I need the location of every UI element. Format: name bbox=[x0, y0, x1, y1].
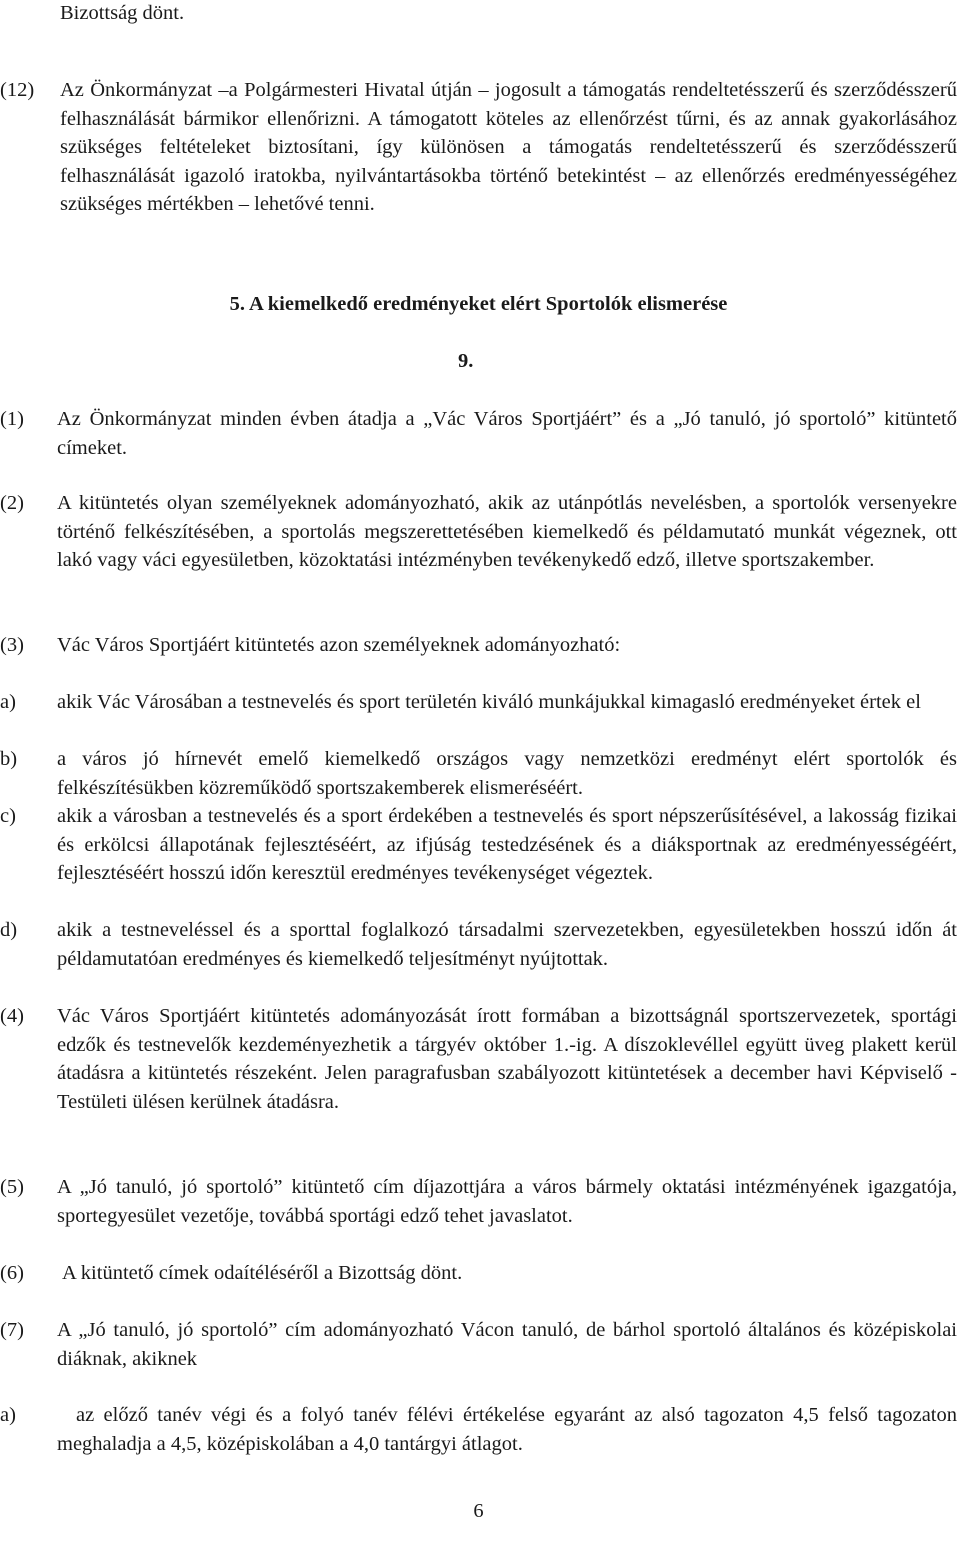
paragraph-text: A kitüntető címek odaítéléséről a Bizottság dönt. bbox=[62, 1262, 463, 1284]
list-text: akik Vác Városában a testnevelés és sport területén kiváló munkájukkal kimagasló eredményeket értek el bbox=[57, 691, 921, 713]
paragraph-6 bbox=[0, 1259, 957, 1288]
list-item-b bbox=[0, 745, 957, 802]
paragraph-text: A kitüntetés olyan személyeknek adományozható, akik az utánpótlás nevelésben, a sportolók versenyekre történő felkészítésében, a sportolás megszerettetésében kiemelkedő és példamutató munkát végeznek, ott lakó vagy váci egyesületben, közoktatási intézményben tevékenykedő edző, illetve sportszakember. bbox=[57, 492, 957, 571]
list-item-a bbox=[0, 688, 957, 717]
paragraph-number: (5) bbox=[0, 1176, 24, 1198]
carryover-line: Bizottság dönt. bbox=[60, 2, 185, 24]
paragraph-text: Vác Város Sportjáért kitüntetés adományozását írott formában a bizottságnál sportszervezetek, sportági edzők és testnevelők kezdeményezhetik a tárgyév október 1.-ig. A díszoklevéllel együtt üveg plakett kerül átadásra a kitüntetés részeként. Jelen paragrafusban szabályozott kitüntetések a december havi Képviselő - Testületi ülésen kerülnek átadásra. bbox=[57, 1005, 957, 1113]
section-heading: 5. A kiemelkedő eredményeket elért Sportolók elismerése bbox=[229, 293, 728, 315]
page-number: 6 bbox=[473, 1500, 484, 1522]
list-letter: a) bbox=[0, 691, 16, 713]
list-letter: d) bbox=[0, 919, 18, 941]
paragraph-12 bbox=[0, 76, 957, 219]
paragraph-number: (7) bbox=[0, 1319, 24, 1341]
paragraph-number: (3) bbox=[0, 634, 24, 656]
paragraph-number: (2) bbox=[0, 492, 24, 514]
paragraph-number: (4) bbox=[0, 1005, 24, 1027]
list-text: akik a városban a testnevelés és a sport érdekében a testnevelés és sport népszerűsítésével, a lakosság fizikai és erkölcsi állapotának fejlesztéséért, az ifjúság testedzésének és a diáksportnak az eredményességéért, fejlesztéséért hosszú időn keresztül eredményes tevékenységet végeztek. bbox=[57, 805, 957, 884]
paragraph-text: Vác Város Sportjáért kitüntetés azon személyeknek adományozható: bbox=[57, 634, 621, 656]
list-text: a város jó hírnevét emelő kiemelkedő országos vagy nemzetközi eredményt elért sportolók és felkészítésükben közreműködő sportszakemberek elismeréséért. bbox=[57, 748, 957, 799]
list-item-7a bbox=[0, 1401, 957, 1458]
list-letter: b) bbox=[0, 748, 18, 770]
paragraph-text: A „Jó tanuló, jó sportoló” kitüntető cím díjazottjára a város bármely oktatási intézményének igazgatója, sportegyesület vezetője, továbbá sportági edző tehet javaslatot. bbox=[57, 1176, 957, 1227]
paragraph-text: Az Önkormányzat –a Polgármesteri Hivatal útján – jogosult a támogatás rendeltetésszerű és szerződésszerű felhasználását bármikor ellenőrizni. A támogatott köteles az ellenőrzést tűrni, és az annak gyakorlásához szükséges feltételeket biztosítani, így különösen a támogatás rendeltetésszerű és szerződésszerű felhasználását igazoló iratokba, nyilvántartásokba történő betekintést – az ellenőrzés eredményességéhez szükséges mértékben – lehetővé tenni. bbox=[60, 79, 957, 215]
paragraph-text: Az Önkormányzat minden évben átadja a „Vác Város Sportjáért” és a „Jó tanuló, jó sportoló” kitüntető címeket. bbox=[57, 408, 957, 459]
paragraph-text: A „Jó tanuló, jó sportoló” cím adományozható Vácon tanuló, de bárhol sportoló általános és középiskolai diáknak, akiknek bbox=[57, 1319, 957, 1370]
paragraph-number: (1) bbox=[0, 408, 24, 430]
paragraph-7 bbox=[0, 1316, 957, 1373]
paragraph-number: (12) bbox=[0, 79, 35, 101]
paragraph-1 bbox=[0, 405, 957, 462]
paragraph-3 bbox=[0, 631, 957, 660]
list-text: az előző tanév végi és a folyó tanév félévi értékelése egyaránt az alsó tagozaton 4,5 felső tagozaton meghaladja a 4,5, középiskolában a 4,0 tantárgyi átlagot. bbox=[57, 1404, 957, 1455]
list-letter: a) bbox=[0, 1404, 16, 1426]
paragraph-number: (6) bbox=[0, 1262, 24, 1284]
paragraph-2 bbox=[0, 489, 957, 575]
list-text: akik a testneveléssel és a sporttal foglalkozó társadalmi szervezetekben, egyesületekben hosszú időn át példamutatóan eredményes és kiemelkedő teljesítményt nyújtottak. bbox=[57, 919, 957, 970]
section-number: 9. bbox=[458, 350, 474, 372]
list-item-c bbox=[0, 802, 957, 888]
list-item-d bbox=[0, 916, 957, 973]
paragraph-4 bbox=[0, 1002, 957, 1116]
list-letter: c) bbox=[0, 805, 16, 827]
paragraph-5 bbox=[0, 1173, 957, 1230]
